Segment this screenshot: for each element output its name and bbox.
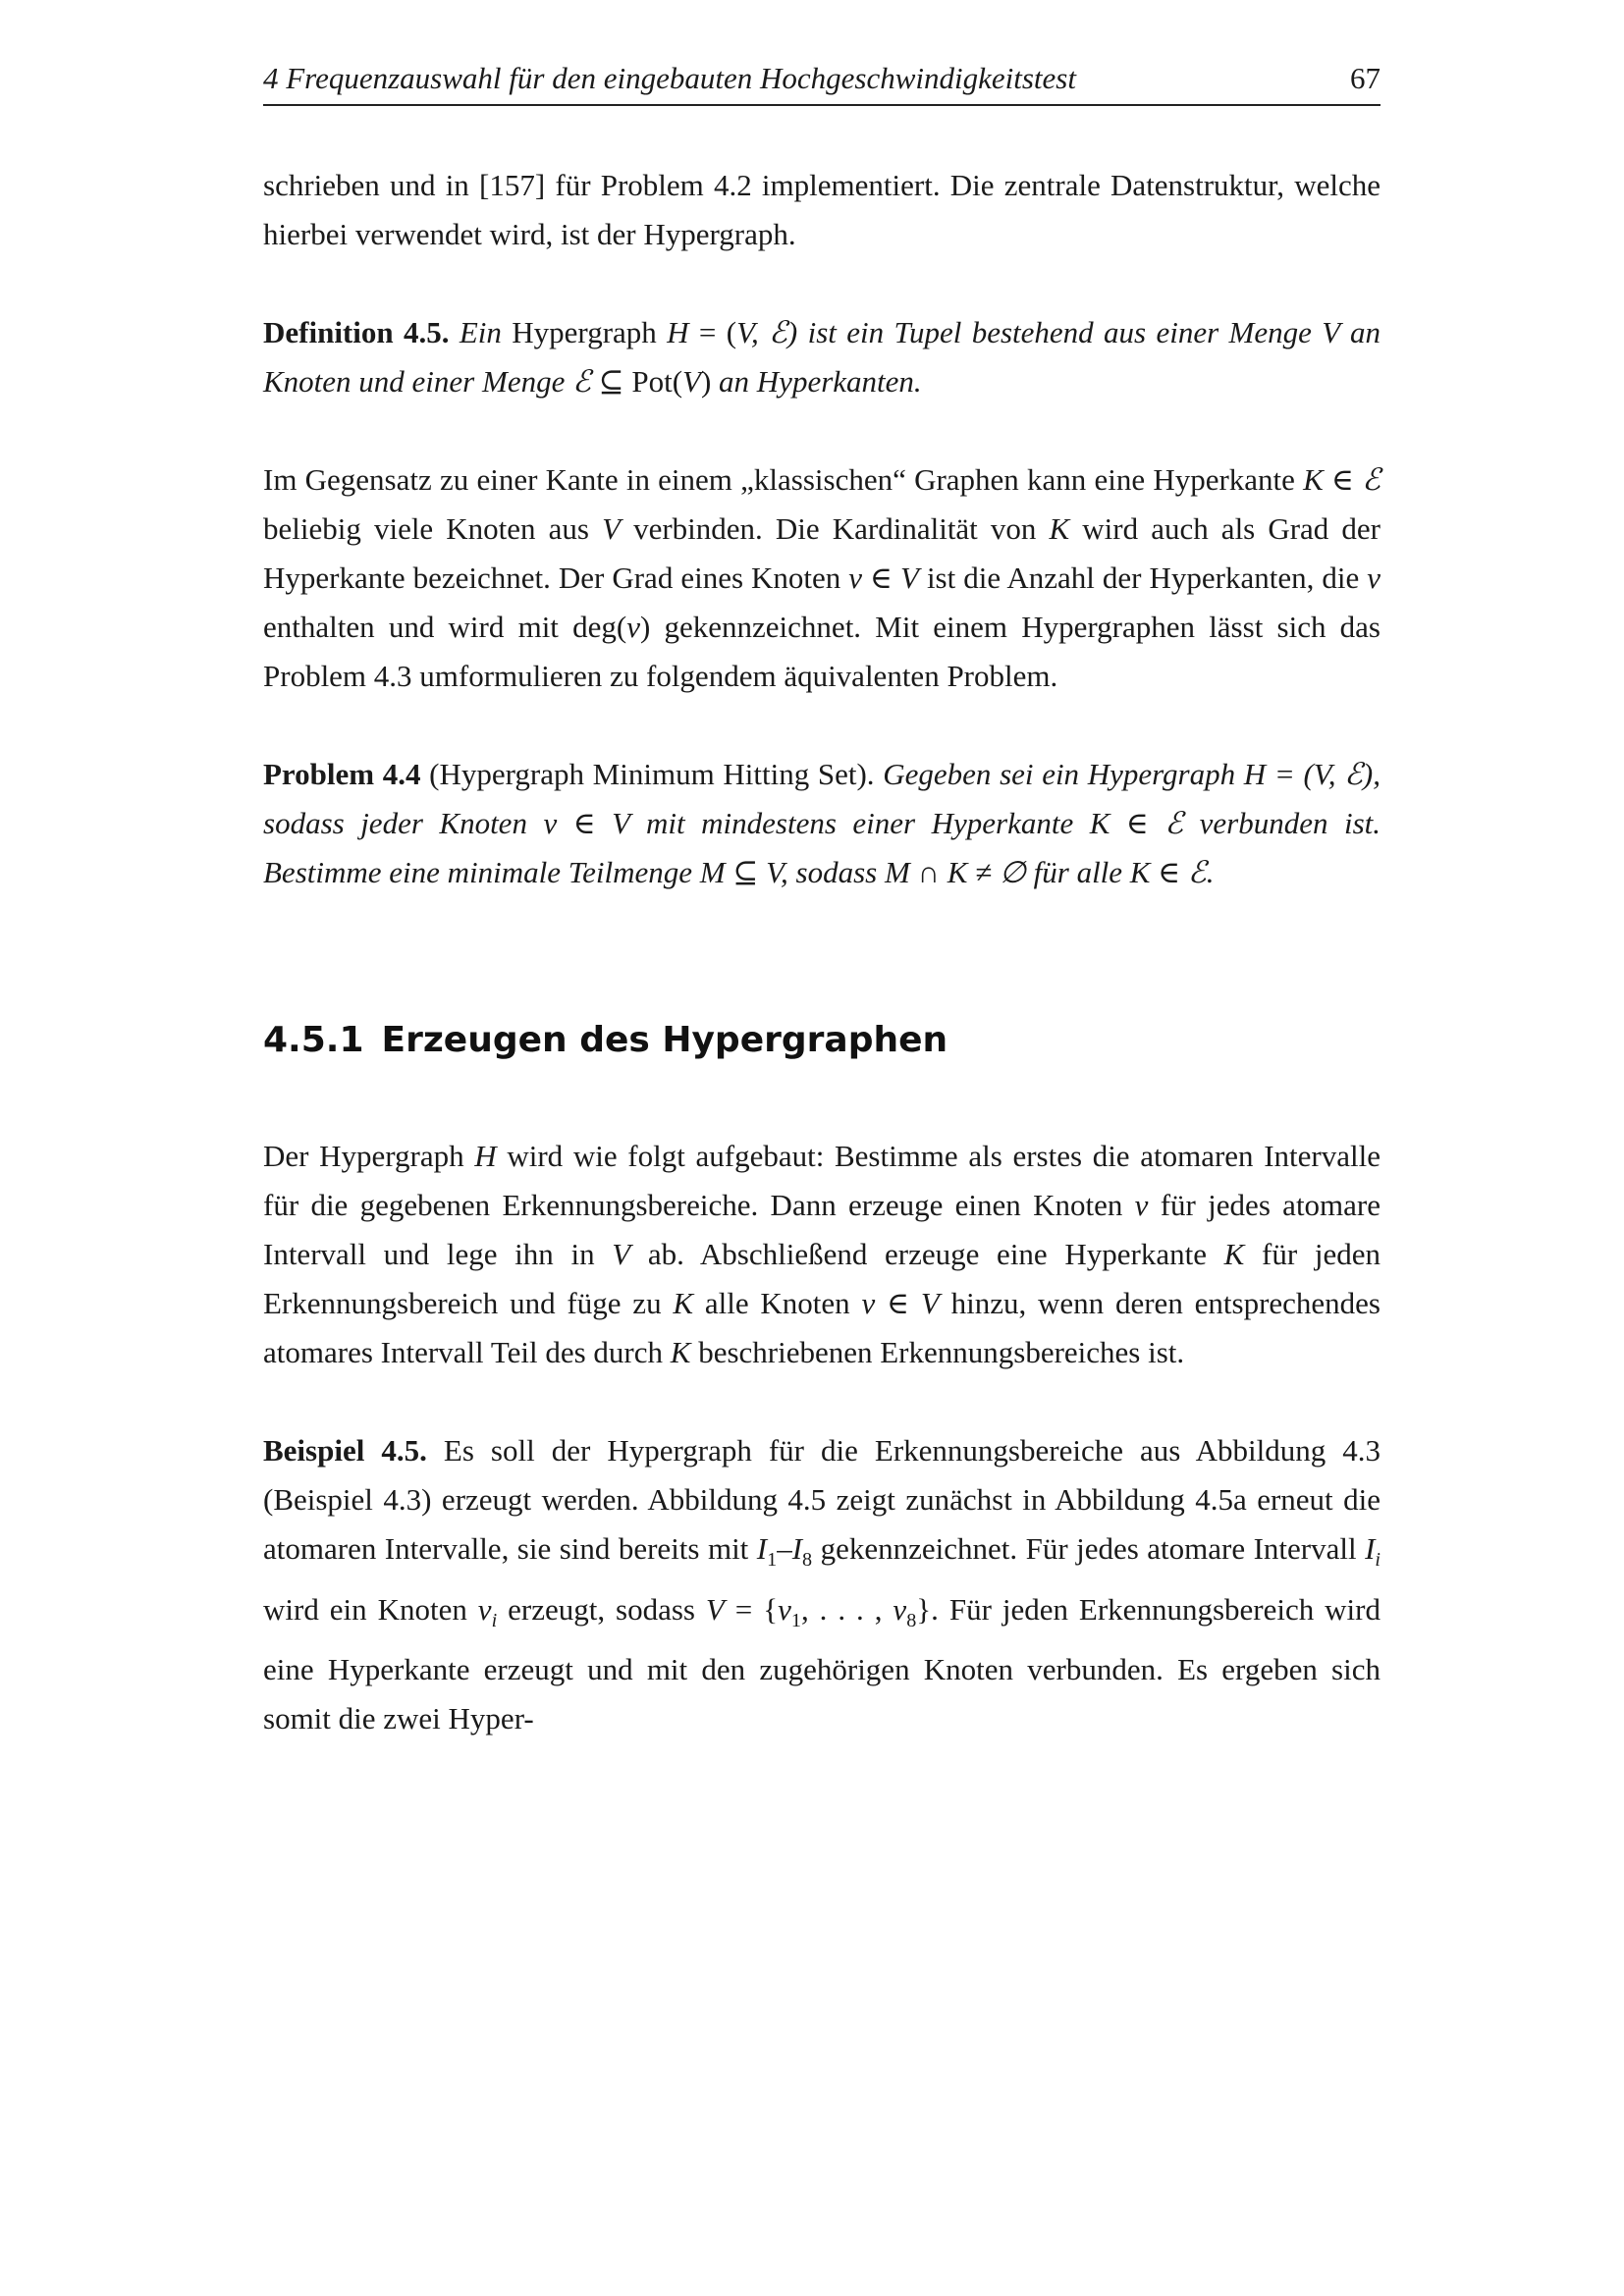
chapter-title: 4 Frequenzauswahl für den eingebauten Hochgeschwindigkeitstest <box>263 61 1076 95</box>
text-run: – <box>777 1531 792 1567</box>
definition-block <box>263 308 1380 406</box>
definition-term: Hypergraph <box>501 315 668 350</box>
math-symbol: H <box>667 315 689 350</box>
section-heading <box>263 1019 1380 1061</box>
definition-label: Definition 4.5. <box>263 315 450 350</box>
math-symbol: v <box>1367 561 1380 596</box>
text-run: }. Für jeden Erkennungsbereich wird eine Hyperkante erzeugt und mit den zugehörigen Knoten verbunden. Es ergeben sich somit die zwei Hyper- <box>263 1591 1380 1735</box>
text-run: hinzu, wenn deren entsprechendes atomares Intervall Teil des durch <box>263 1286 1380 1370</box>
text-run: ist die Anzahl der Hyperkanten, die <box>918 561 1368 596</box>
text-run: alle Knoten <box>693 1286 862 1321</box>
math-symbol: v <box>893 1591 907 1627</box>
math-symbol: ℰ <box>1362 462 1381 498</box>
math-symbol: v <box>477 1591 492 1627</box>
math-symbol: K <box>1223 1237 1245 1272</box>
math-symbol: V <box>705 1591 725 1627</box>
math-symbol: v <box>861 1286 876 1321</box>
text-run: verbinden. Die Kardinalität von <box>621 511 1050 547</box>
math-symbol: V <box>612 1237 631 1272</box>
math-symbol: ℰ <box>572 364 591 400</box>
problem-name: (Hypergraph Minimum Hitting Set). <box>420 757 875 792</box>
text-run: enthalten und wird mit deg( <box>263 610 627 645</box>
text-run: ab. Abschließend erzeuge eine Hyperkante <box>630 1237 1224 1272</box>
math-symbol: V <box>900 561 919 596</box>
text-run: wird auch als Grad der Hyperkante bezeichnet. Der Grad eines Knoten <box>263 511 1380 596</box>
math-symbol: I <box>1365 1531 1376 1567</box>
math-symbol: K <box>670 1335 691 1370</box>
math-symbol: I <box>791 1531 803 1567</box>
page-number: 67 <box>1350 61 1380 95</box>
text-run: Es soll der Hypergraph für die Erkennungsbereiche aus Abbildung 4.3 (Beispiel 4.3) erzeugt werden. Abbildung 4.5 zeigt zunächst in Abbildung 4.5a erneut die atomaren Intervalle, sie sind bereits mit <box>263 1433 1381 1567</box>
math-symbol: V <box>1322 315 1340 350</box>
example-label: Beispiel 4.5. <box>263 1433 427 1468</box>
math-symbol: K <box>1303 462 1324 498</box>
section-title: Erzeugen des Hypergraphen <box>381 1020 948 1061</box>
paragraph-intro: schrieben und in [157] für Problem 4.2 implementiert. Die zentrale Datenstruktur, welche hierbei verwendet wird, ist der Hypergraph. <box>263 168 1380 252</box>
problem-label: Problem 4.4 <box>263 757 421 792</box>
math-subscript: 1 <box>767 1549 778 1572</box>
math-symbol: ⊆ Pot( <box>590 364 683 400</box>
text-run: für jedes atomare Intervall und lege ihn in <box>263 1188 1381 1272</box>
text-run: gekennzeichnet. Für jedes atomare Intervall <box>812 1531 1366 1567</box>
definition-text: Ein <box>459 315 502 350</box>
math-symbol: v <box>778 1591 791 1627</box>
page <box>263 59 1380 1743</box>
math-symbol: ) <box>700 364 712 400</box>
math-subscript: i <box>491 1609 498 1631</box>
math-symbol: V, ℰ <box>736 315 787 350</box>
paragraph-construction <box>263 1132 1380 1377</box>
text-run: beschriebenen Erkennungsbereiches ist. <box>690 1335 1185 1370</box>
text-run: Im Gegensatz zu einer Kante in einem „klassischen“ Graphen kann eine Hyperkante <box>263 462 1304 498</box>
math-symbol: V <box>682 364 701 400</box>
math-symbol: v <box>626 610 640 645</box>
math-symbol: = ( <box>688 315 737 350</box>
math-symbol: V <box>920 1286 940 1321</box>
section-number: 4.5.1 <box>263 1020 364 1061</box>
text-run: ∈ <box>875 1286 921 1321</box>
text-run: , . . . , <box>800 1591 893 1627</box>
math-subscript: 1 <box>790 1609 801 1631</box>
math-symbol: I <box>756 1531 768 1567</box>
math-symbol: v <box>1134 1188 1149 1223</box>
text-run: wird wie folgt aufgebaut: Bestimme als erstes die atomaren Intervalle für die gegebenen Erkennungsbereiche. Dann erzeuge einen Knoten <box>263 1139 1380 1223</box>
running-header <box>263 59 1380 106</box>
math-symbol: K <box>673 1286 694 1321</box>
math-subscript: 8 <box>906 1609 917 1631</box>
paragraph-hyperedge <box>263 455 1380 701</box>
problem-text: Gegeben sei ein Hypergraph H = (V, ℰ), sodass jeder Knoten v ∈ V mit mindestens einer Hyperkante K ∈ ℰ verbunden ist. Bestimme eine minimale Teilmenge M ⊆ V, sodass M ∩ K ≠ ∅ für alle K ∈ ℰ. <box>263 757 1380 890</box>
math-symbol: v <box>848 561 863 596</box>
text-run: ∈ <box>1323 462 1363 498</box>
text-run: Der Hypergraph <box>263 1139 475 1174</box>
math-symbol: K <box>1049 511 1070 547</box>
math-subscript: i <box>1375 1549 1381 1572</box>
text-run: erzeugt, sodass <box>497 1591 706 1627</box>
definition-text: an Hyperkanten. <box>711 364 922 400</box>
text-run: = { <box>724 1591 779 1627</box>
example-block <box>263 1426 1380 1742</box>
definition-text: an Knoten und einer Menge <box>263 315 1380 400</box>
math-symbol: V <box>602 511 621 547</box>
text-run: für jeden Erkennungsbereich und füge zu <box>263 1237 1380 1321</box>
text-run: ) gekennzeichnet. Mit einem Hypergraphen lässt sich das Problem 4.3 umformulieren zu folgendem äquivalenten Problem. <box>263 610 1380 694</box>
definition-text: ) ist ein Tupel bestehend aus einer Menge <box>786 315 1323 350</box>
text-run: wird ein Knoten <box>263 1591 478 1627</box>
text-run: beliebig viele Knoten aus <box>263 511 603 547</box>
math-symbol: H <box>474 1139 497 1174</box>
problem-block <box>263 750 1380 897</box>
math-subscript: 8 <box>802 1549 813 1572</box>
text-run: ∈ <box>862 561 900 596</box>
